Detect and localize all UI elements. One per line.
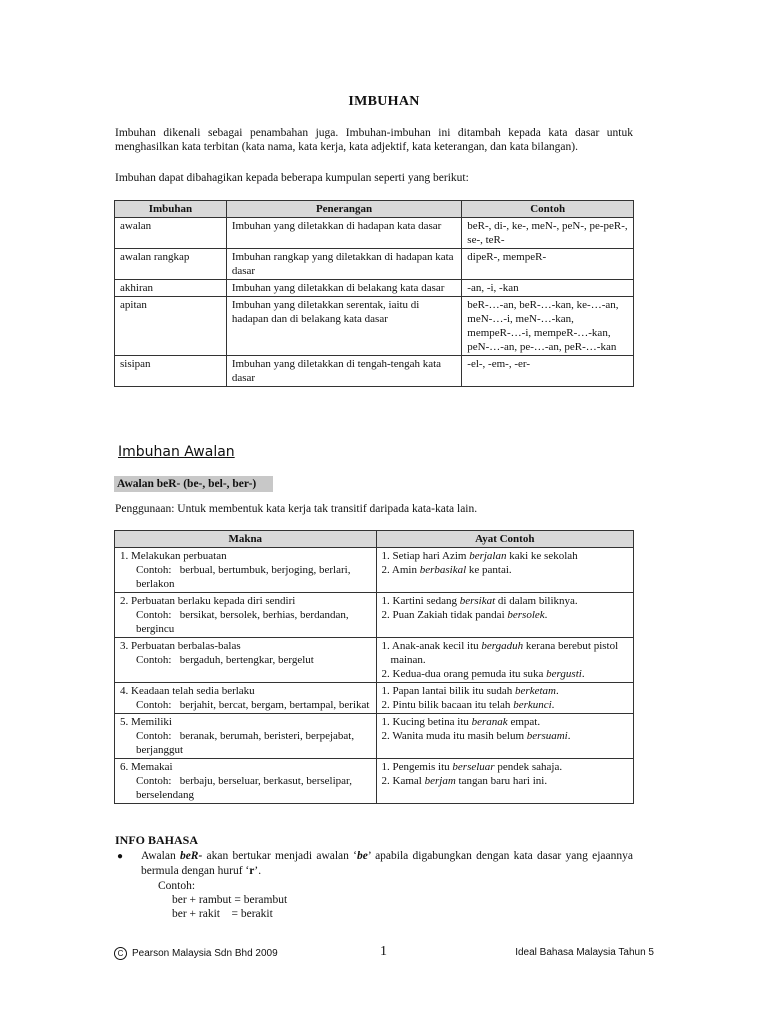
meaning-cell xyxy=(115,714,377,759)
example-sentence: 1. Setiap hari Azim berjalan kaki ke sekolah xyxy=(381,550,578,562)
info-bullet xyxy=(115,849,633,921)
table-header-cell: Makna xyxy=(115,531,377,548)
table-cell: beR-…-an, beR-…-kan, ke-…-an, meN-…-i, meN-…-kan, mempeR-…-i, mempeR-…-kan, peN-…-an, pe-…-an, peR-…-kan xyxy=(462,297,634,356)
table-cell: -el-, -em-, -er- xyxy=(462,356,634,387)
bullet-icon: ● xyxy=(117,851,124,862)
table-cell: -an, -i, -kan xyxy=(462,280,634,297)
table-header-row xyxy=(115,531,634,548)
table-header-row xyxy=(115,201,634,218)
meaning-cell xyxy=(115,638,377,683)
table-row xyxy=(115,714,634,759)
page-footer xyxy=(114,944,654,962)
table-header-cell: Contoh xyxy=(462,201,634,218)
table-cell: Imbuhan rangkap yang diletakkan di hadapan kata dasar xyxy=(226,249,461,280)
sentence-cell xyxy=(376,593,633,638)
info-example: ber + rakit = berakit xyxy=(172,908,273,920)
info-title: INFO BAHASA xyxy=(115,833,199,847)
table-row xyxy=(115,297,634,356)
meaning-examples: Contoh: bersikat, bersolek, berhias, berdandan, bergincu xyxy=(136,609,349,635)
example-sentence: 1. Anak-anak kecil itu bergaduh kerana berebut pistol mainan. xyxy=(381,640,619,666)
info-example-label: Contoh: xyxy=(158,880,196,892)
table-header-cell: Ayat Contoh xyxy=(376,531,633,548)
sentence-cell xyxy=(376,548,633,593)
sub-heading: Awalan beR- (be-, bel-, ber-) xyxy=(114,476,273,492)
sentence-cell xyxy=(376,683,633,714)
imbuhan-table xyxy=(114,200,634,387)
example-sentence: 2. Puan Zakiah tidak pandai bersolek. xyxy=(381,609,548,621)
table-row xyxy=(115,218,634,249)
meaning-cell xyxy=(115,548,377,593)
table-cell: beR-, di-, ke-, meN-, peN-, pe-peR-, se-, teR- xyxy=(462,218,634,249)
table-row xyxy=(115,638,634,683)
table-row xyxy=(115,280,634,297)
meaning-title: 2. Perbuatan berlaku kepada diri sendiri xyxy=(120,595,296,607)
example-sentence: 2. Kedua-dua orang pemuda itu suka bergusti. xyxy=(381,668,585,680)
example-sentence: 2. Wanita muda itu masih belum bersuami. xyxy=(381,730,571,742)
footer-book-title: Ideal Bahasa Malaysia Tahun 5 xyxy=(515,947,654,958)
footer-publisher: Pearson Malaysia Sdn Bhd 2009 xyxy=(132,948,278,959)
table-cell: awalan rangkap xyxy=(115,249,227,280)
meaning-examples: Contoh: beranak, berumah, beristeri, berpejabat, berjanggut xyxy=(136,730,355,756)
table-row xyxy=(115,759,634,804)
example-sentence: 2. Amin berbasikal ke pantai. xyxy=(381,564,512,576)
table-row xyxy=(115,683,634,714)
meaning-cell xyxy=(115,593,377,638)
sentence-cell xyxy=(376,714,633,759)
sentence-cell xyxy=(376,759,633,804)
meaning-cell xyxy=(115,683,377,714)
table-row xyxy=(115,548,634,593)
table-header-cell: Penerangan xyxy=(226,201,461,218)
usage-paragraph: Penggunaan: Untuk membentuk kata kerja tak transitif daripada kata-kata lain. xyxy=(115,503,478,515)
section-heading: Imbuhan Awalan xyxy=(118,444,235,460)
table-cell: apitan xyxy=(115,297,227,356)
table-cell: awalan xyxy=(115,218,227,249)
table-header-cell: Imbuhan xyxy=(115,201,227,218)
table-cell: sisipan xyxy=(115,356,227,387)
page-number: 1 xyxy=(380,944,387,959)
table-cell: Imbuhan yang diletakkan di belakang kata dasar xyxy=(226,280,461,297)
table-cell: Imbuhan yang diletakkan di tengah-tengah kata dasar xyxy=(226,356,461,387)
meaning-title: 5. Memiliki xyxy=(120,716,172,728)
intro-paragraph: Imbuhan dikenali sebagai penambahan juga. Imbuhan-imbuhan ini ditambah kepada kata dasar untuk menghasilkan kata terbitan (kata nama, kata kerja, kata adjektif, kata keterangan, dan kata bilangan). xyxy=(115,127,633,153)
meaning-examples: Contoh: berbual, bertumbuk, berjoging, berlari, berlakon xyxy=(136,564,351,590)
copyright-icon: C xyxy=(114,947,127,960)
example-sentence: 1. Kartini sedang bersikat di dalam biliknya. xyxy=(381,595,578,607)
meaning-cell xyxy=(115,759,377,804)
example-sentence: 2. Pintu bilik bacaan itu telah berkunci. xyxy=(381,699,555,711)
table-cell: Imbuhan yang diletakkan di hadapan kata dasar xyxy=(226,218,461,249)
example-sentence: 2. Kamal berjam tangan baru hari ini. xyxy=(381,775,548,787)
meaning-examples: Contoh: berbaju, berseluar, berkasut, berselipar, berselendang xyxy=(136,775,352,801)
meaning-title: 1. Melakukan perbuatan xyxy=(120,550,227,562)
meaning-title: 4. Keadaan telah sedia berlaku xyxy=(120,685,255,697)
sentence-cell xyxy=(376,638,633,683)
table-cell: akhiran xyxy=(115,280,227,297)
table-cell: Imbuhan yang diletakkan serentak, iaitu di hadapan dan di belakang kata dasar xyxy=(226,297,461,356)
meaning-title: 3. Perbuatan berbalas-balas xyxy=(120,640,241,652)
makna-table xyxy=(114,530,634,804)
meaning-examples: Contoh: bergaduh, bertengkar, bergelut xyxy=(136,654,314,666)
meaning-title: 6. Memakai xyxy=(120,761,173,773)
info-text: Awalan beR- akan bertukar menjadi awalan ‘be’ apabila digabungkan dengan kata dasar yang ejaannya bermula dengan huruf ‘r’. xyxy=(141,850,633,877)
table-row xyxy=(115,249,634,280)
table-row xyxy=(115,593,634,638)
table-cell: dipeR-, mempeR- xyxy=(462,249,634,280)
example-sentence: 1. Pengemis itu berseluar pendek sahaja. xyxy=(381,761,563,773)
page-title: IMBUHAN xyxy=(348,94,420,109)
table-row xyxy=(115,356,634,387)
intro-paragraph-2: Imbuhan dapat dibahagikan kepada beberapa kumpulan seperti yang berikut: xyxy=(115,172,469,184)
example-sentence: 1. Papan lantai bilik itu sudah berketam. xyxy=(381,685,559,697)
info-example: ber + rambut = berambut xyxy=(172,894,288,906)
example-sentence: 1. Kucing betina itu beranak empat. xyxy=(381,716,541,728)
meaning-examples: Contoh: berjahit, bercat, bergam, bertampal, berikat xyxy=(136,699,370,711)
